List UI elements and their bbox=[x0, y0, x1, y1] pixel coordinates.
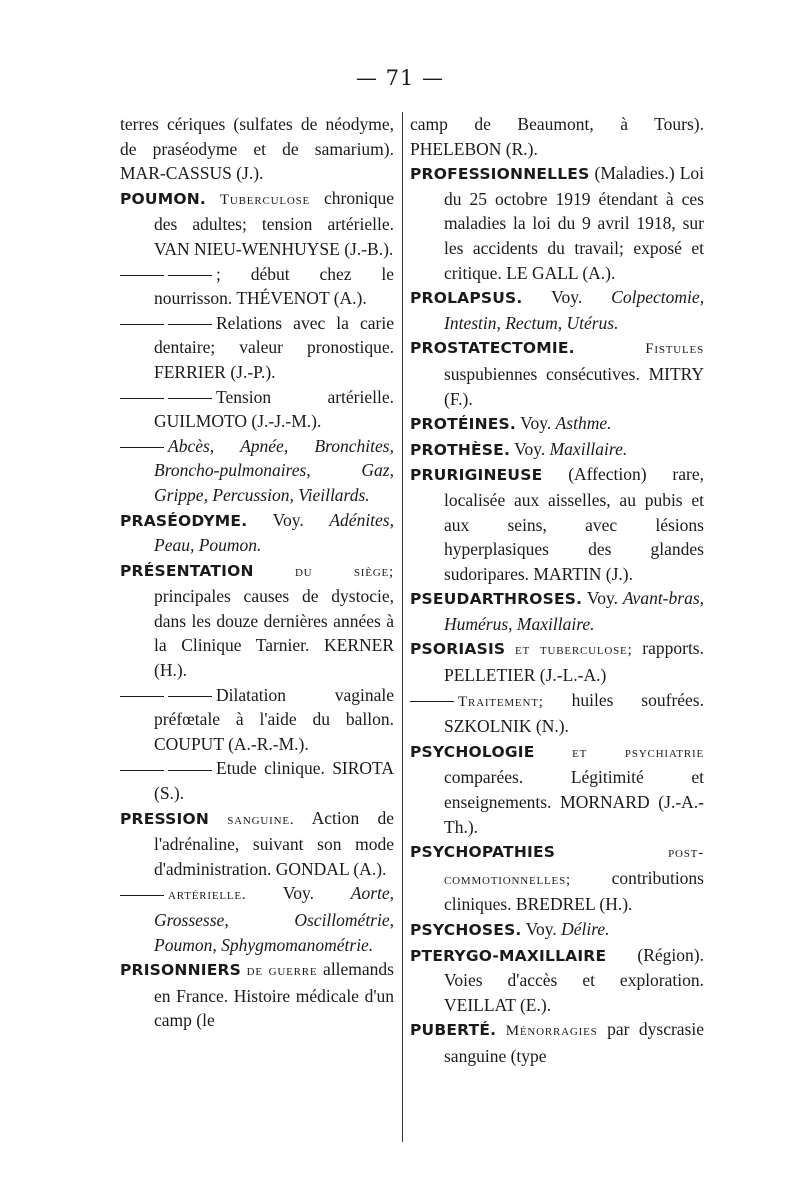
cross-reference: Colpectomie, Intestin, Rectum, Utérus. bbox=[444, 287, 704, 333]
cross-reference: Adénites, Peau, Poumon. bbox=[154, 509, 394, 556]
entry-text: allemands en France. Histoire médicale d'un camp (le bbox=[154, 959, 394, 1031]
repeat-dash bbox=[168, 398, 212, 399]
index-entry bbox=[120, 262, 394, 311]
repeat-dash bbox=[168, 324, 212, 325]
index-entry bbox=[120, 112, 394, 186]
entry-headword: PRÉSENTATION bbox=[120, 561, 254, 580]
entry-text: Dilatation vaginale préfœtale à l'aide du ballon. COUPUT (A.-R.-M.). bbox=[154, 684, 394, 754]
index-entry bbox=[120, 434, 394, 508]
see-also-label: Voy. bbox=[272, 509, 304, 530]
entry-headword: PSORIASIS bbox=[410, 640, 506, 659]
index-entry bbox=[120, 558, 394, 683]
see-also-label: Voy. bbox=[520, 413, 552, 434]
repeat-dash bbox=[120, 696, 164, 697]
repeat-dash bbox=[120, 275, 164, 276]
repeat-dash bbox=[120, 895, 164, 896]
index-entry bbox=[410, 943, 704, 1018]
entry-subheading: post-commotionnelles; bbox=[444, 845, 704, 888]
repeat-dash bbox=[120, 770, 164, 771]
index-entry bbox=[410, 739, 704, 839]
entry-text: terres cériques (sulfates de néodyme, de praséodyme et de samarium). MAR-CASSUS (J.). bbox=[120, 114, 394, 184]
index-entry bbox=[410, 335, 704, 411]
index-entry bbox=[410, 636, 704, 687]
entry-subheading: et tuberculose; bbox=[515, 642, 633, 659]
column-divider bbox=[402, 112, 403, 1142]
cross-reference: Délire. bbox=[561, 919, 610, 939]
entry-text: (Affection) rare, localisée aux aisselles, au pubis et aux seins, avec lésions hyperplasiques des glandes sudoripares. MARTIN (J.). bbox=[444, 464, 704, 584]
repeat-dash bbox=[120, 324, 164, 325]
cross-reference: Asthme. bbox=[555, 413, 612, 434]
entry-text: Tension artérielle. GUILMOTO (J.-J.-M.). bbox=[154, 386, 394, 432]
index-entry bbox=[120, 385, 394, 434]
entry-text: (Région). Voies d'accès et exploration. VEILLAT (E.). bbox=[444, 944, 704, 1015]
index-entry bbox=[120, 683, 394, 757]
entry-text: Etude clinique. SIROTA (S.). bbox=[154, 758, 394, 804]
index-entry bbox=[410, 917, 704, 943]
index-entry bbox=[410, 586, 704, 636]
entry-text: camp de Beaumont, à Tours). PHELEBON (R.). bbox=[410, 114, 704, 159]
cross-reference: Abcès, Apnée, Bronchites, Broncho-pulmonaires, Gaz, Grippe, Percussion, Vieillards. bbox=[154, 435, 394, 505]
entry-text: chronique des adultes; tension artérielle. VAN NIEU-WENHUYSE (J.-B.). bbox=[154, 187, 394, 259]
entry-headword: PROLAPSUS. bbox=[410, 289, 523, 308]
entry-headword: PROTÉINES. bbox=[410, 415, 517, 434]
entry-text: Action de l'adrénaline, suivant son mode d'administration. GONDAL (A.). bbox=[154, 807, 394, 879]
entry-subheading: Ménorragies bbox=[505, 1023, 598, 1040]
entry-text: suspubiennes consécutives. MITRY (F.). bbox=[444, 363, 704, 409]
entry-headword: PTERYGO-MAXILLAIRE bbox=[410, 946, 607, 965]
repeat-dash bbox=[168, 696, 212, 697]
see-also-label: Voy. bbox=[551, 287, 583, 308]
entry-subheading: Traitement; bbox=[458, 693, 544, 710]
entry-subheading: Tuberculose bbox=[219, 191, 311, 208]
index-entry bbox=[120, 957, 394, 1033]
entry-subheading: et psychiatrie bbox=[572, 744, 704, 761]
repeat-dash bbox=[120, 398, 164, 399]
index-entry bbox=[410, 437, 704, 463]
index-entry bbox=[410, 285, 704, 335]
repeat-dash bbox=[168, 275, 212, 276]
index-entry bbox=[410, 839, 704, 917]
repeat-dash bbox=[168, 770, 212, 771]
entry-text: Relations avec la carie dentaire; valeur pronostique. FERRIER (J.-P.). bbox=[154, 312, 394, 382]
see-also-label: Voy. bbox=[282, 883, 315, 904]
entry-headword: PRASÉODYME. bbox=[120, 511, 248, 530]
entry-subheading: du siège; bbox=[294, 563, 394, 580]
repeat-dash bbox=[120, 447, 164, 448]
page-number: — 71 — bbox=[355, 66, 445, 90]
entry-subheading: Fistules bbox=[645, 341, 704, 358]
entry-text: ; début chez le nourrisson. THÉVENOT (A.). bbox=[154, 263, 394, 309]
index-entry bbox=[410, 1017, 704, 1068]
cross-reference: Aorte, Grossesse, Oscillométrie, Poumon, Sphygmomanométrie. bbox=[154, 883, 395, 955]
entry-headword: PRISONNIERS bbox=[120, 961, 242, 980]
index-entry bbox=[410, 462, 704, 586]
index-entry bbox=[120, 311, 394, 385]
entry-text: principales causes de dystocie, dans les douze dernières années à la Clinique Tarnier. KERNER (H.). bbox=[154, 586, 394, 681]
index-entry bbox=[120, 756, 394, 805]
index-columns bbox=[120, 112, 704, 1162]
entry-subheading: de guerre bbox=[246, 963, 318, 980]
repeat-dash bbox=[410, 701, 454, 702]
entry-headword: POUMON. bbox=[120, 189, 206, 208]
entry-headword: PSYCHOLOGIE bbox=[410, 742, 535, 761]
entry-text: par dyscrasie sanguine (type bbox=[444, 1019, 705, 1066]
index-entry bbox=[410, 161, 704, 285]
entry-subheading: sanguine. bbox=[227, 811, 295, 828]
entry-headword: PROFESSIONNELLES bbox=[410, 165, 590, 184]
cross-reference: Maxillaire. bbox=[549, 438, 628, 459]
index-entry bbox=[120, 186, 394, 262]
cross-reference: Avant-bras, Humérus, Maxillaire. bbox=[444, 588, 705, 634]
see-also-label: Voy. bbox=[525, 919, 557, 939]
index-entry bbox=[410, 112, 704, 161]
entry-text: (Maladies.) Loi du 25 octobre 1919 étendant à ces maladies la loi du 9 avril 1918, sur les accidents du travail; exposé et critique. LE GALL (A.). bbox=[444, 163, 705, 283]
entry-headword: PSYCHOPATHIES bbox=[410, 843, 556, 862]
entry-headword: PUBERTÉ. bbox=[410, 1021, 497, 1040]
entry-text: comparées. Légitimité et enseignements. MORNARD (J.-A.-Th.). bbox=[444, 767, 704, 837]
see-also-label: Voy. bbox=[586, 588, 618, 609]
left-column bbox=[120, 112, 394, 1033]
entry-text: contributions cliniques. BREDREL (H.). bbox=[444, 867, 704, 915]
entry-headword: PSEUDARTHROSES. bbox=[410, 590, 583, 609]
entry-headword: PRURIGINEUSE bbox=[410, 466, 543, 485]
entry-headword: PRESSION bbox=[120, 809, 210, 828]
entry-text: huiles soufrées. SZKOLNIK (N.). bbox=[444, 689, 704, 737]
index-entry bbox=[120, 508, 394, 558]
entry-text: rapports. PELLETIER (J.-L.-A.) bbox=[444, 638, 704, 686]
right-column bbox=[410, 112, 704, 1069]
see-also-label: Voy. bbox=[514, 438, 546, 459]
entry-headword: PROSTATECTOMIE. bbox=[410, 339, 575, 358]
index-entry bbox=[120, 881, 394, 957]
entry-headword: PSYCHOSES. bbox=[410, 921, 522, 939]
entry-subheading: artérielle. bbox=[168, 887, 247, 904]
index-entry bbox=[410, 411, 704, 437]
index-entry bbox=[120, 806, 394, 882]
entry-headword: PROTHÈSE. bbox=[410, 440, 511, 459]
index-entry bbox=[410, 688, 704, 739]
